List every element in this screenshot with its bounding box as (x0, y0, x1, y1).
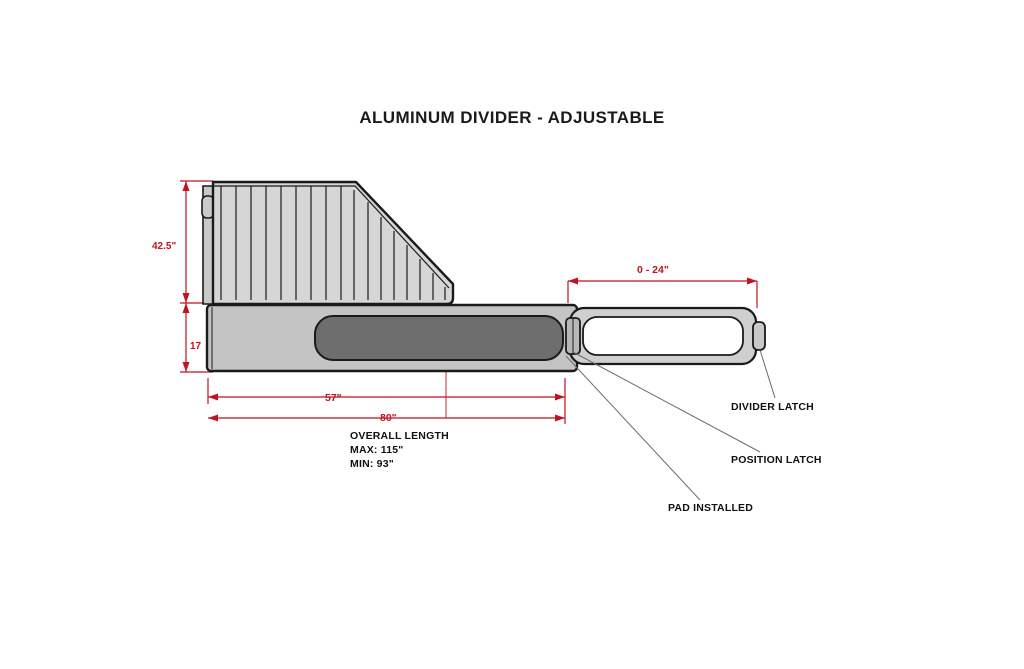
divider-upper-panel (202, 182, 453, 304)
callout-position-latch: POSITION LATCH (731, 454, 822, 466)
divider-base-fixed (207, 305, 577, 371)
dimension-height-overall: 42.5" (152, 241, 177, 252)
note-min-length: MIN: 93" (350, 458, 394, 470)
divider-extension-slide (566, 308, 765, 364)
callout-leaders (566, 350, 775, 500)
dimension-length-80: 80" (380, 412, 397, 424)
callout-pad-installed: PAD INSTALLED (668, 502, 754, 514)
dimension-height-base: 17 (190, 341, 202, 352)
note-overall-length-title: OVERALL LENGTH (350, 430, 449, 442)
dimension-length-57: 57" (325, 392, 342, 404)
callout-divider-latch: DIVIDER LATCH (731, 401, 814, 413)
page-title: ALUMINUM DIVIDER - ADJUSTABLE (359, 108, 665, 127)
note-max-length: MAX: 115" (350, 444, 404, 456)
dimension-extension: 0 - 24" (637, 264, 669, 276)
